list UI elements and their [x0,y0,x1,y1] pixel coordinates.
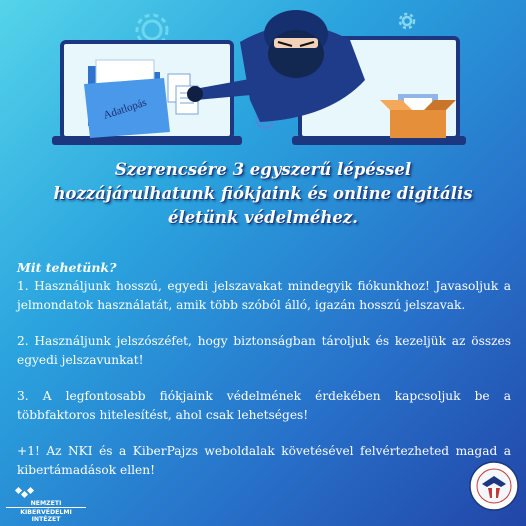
nki-wordmark [6,500,86,523]
step-2: 2. Használjunk jelszószéfet, hogy biztonságban tároljuk és kezeljük az összes egyedi jelszavunkat! [17,334,511,367]
folder-label: Adatlopás [102,96,149,122]
seal-emblem [468,460,520,512]
headline-line-1: Szerencsére 3 egyszerű lépéssel [114,160,412,179]
bonus-tip: +1! Az NKI és a KiberPajzs weboldalak követésével felvértezheted magad a kibertámadások ellen! [17,444,511,477]
headline [20,158,506,230]
hacker-illustration [0,0,526,150]
gear-icon-small [400,14,414,28]
body-text [17,258,511,497]
headline-line-3: életünk védelméhez. [167,208,358,227]
step-1: 1. Használjunk hosszú, egyedi jelszavakat mindegyik fiókunkhoz! Javasoljuk a jelmondatok használatát, amik több szóból álló, igazán hosszú jelszavak. [17,279,511,312]
step-3: 3. A legfontosabb fiókjaink védelmének érdekében kapcsoljuk be a többfaktoros hitelesítést, ahol csak lehetséges! [17,389,511,422]
nki-line-2: KIBERVÉDELMI INTÉZET [6,507,86,523]
nki-line-1: NEMZETI [30,500,62,507]
question-heading: Mit tehetünk? [17,260,117,275]
headline-line-2: hozzájárulhatunk fiókjaink és online digitális [53,184,473,203]
open-box-icon [380,94,456,138]
nki-logo [6,486,86,522]
